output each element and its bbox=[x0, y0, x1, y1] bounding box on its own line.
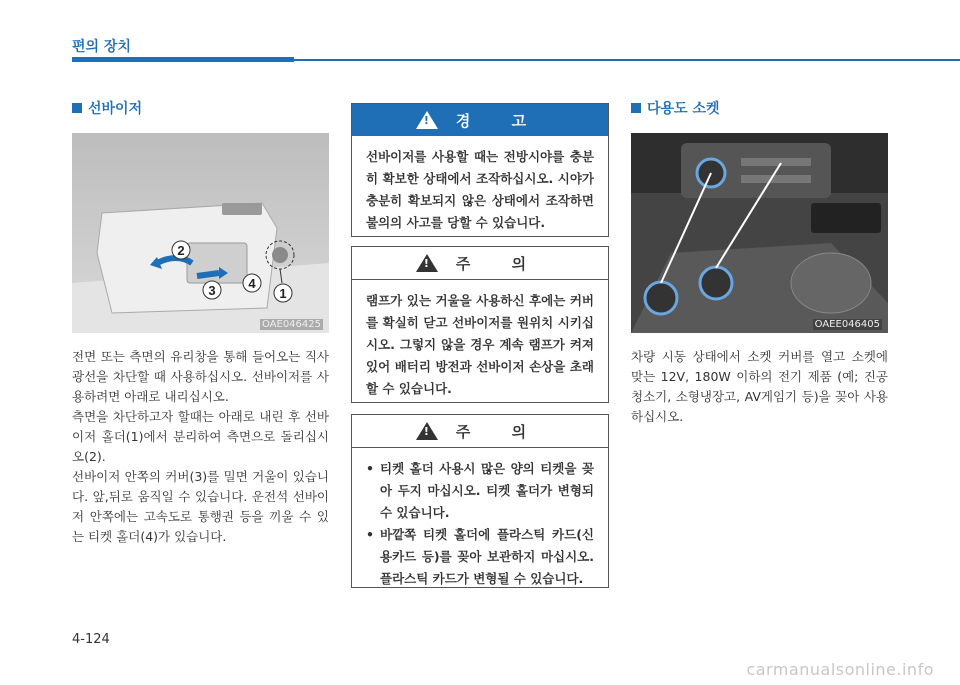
warning-header bbox=[352, 104, 608, 136]
caution-list-2 bbox=[352, 448, 608, 600]
callout-3: 3 bbox=[208, 283, 216, 298]
caution-box-1 bbox=[351, 246, 609, 403]
warning-box bbox=[351, 103, 609, 237]
caution-header-1 bbox=[352, 247, 608, 280]
caution-triangle-icon bbox=[416, 422, 438, 440]
caution-title-2: 주 의 bbox=[455, 422, 545, 441]
socket-photo bbox=[631, 133, 888, 333]
caution-box-2 bbox=[351, 414, 609, 588]
footer-watermark: carmanualsonline.info bbox=[746, 660, 934, 679]
caution-title-1: 주 의 bbox=[455, 254, 545, 273]
photo-code-left: OAE046425 bbox=[261, 319, 321, 330]
caution-triangle-icon bbox=[416, 254, 438, 272]
page-number: 4-124 bbox=[72, 632, 110, 647]
warning-triangle-icon bbox=[416, 111, 438, 129]
caution-item: • 티켓 홀더 사용시 많은 양의 티켓을 꽂아 두지 마십시오. 티켓 홀더가 변형되 수 있습니다. bbox=[366, 458, 594, 524]
sunvisor-photo bbox=[72, 133, 329, 333]
photo-code-right: OAEE046405 bbox=[814, 319, 880, 330]
section-title-text: 선바이저 bbox=[88, 101, 143, 117]
socket-body bbox=[631, 347, 888, 427]
sunvisor-body bbox=[72, 347, 329, 547]
section-square-icon bbox=[72, 103, 82, 113]
paragraph: 선바이저 안쪽의 커버(3)를 밀면 거울이 있습니다. 앞,뒤로 움직일 수 있습니다. 운전석 선바이저 안쪽에는 고속도로 통행권 등을 끼울 수 있는 티켓 홀더(4)가 있습니다. bbox=[72, 469, 329, 544]
callout-4: 4 bbox=[248, 276, 256, 291]
warning-text: 선바이저를 사용할 때는 전방시야를 충분히 확보한 상태에서 조작하십시오. 시야가 충분히 확보되지 않은 상태에서 조작하면 불의의 사고를 당할 수 있습니다. bbox=[366, 149, 594, 230]
chapter-title: 편의 장치 bbox=[72, 39, 131, 55]
caution-text-1: 램프가 있는 거울을 사용하신 후에는 커버를 확실히 닫고 선바이저를 원위치 시키십시오. 그렇지 않을 경우 계속 램프가 켜져있어 배터리 방전과 선바이저 손상을 초래할 수 있습니다. bbox=[366, 293, 594, 396]
section-title-text: 다용도 소켓 bbox=[647, 101, 720, 117]
socket-illustration bbox=[631, 133, 888, 333]
header-rule-thick bbox=[72, 57, 294, 62]
warning-title: 경 고 bbox=[455, 111, 545, 130]
section-title-socket bbox=[631, 98, 720, 118]
callout-2: 2 bbox=[177, 243, 185, 258]
section-title-sunvisor bbox=[72, 98, 142, 118]
paragraph: 차량 시동 상태에서 소켓 커버를 열고 소켓에 맞는 12V, 180W 이하의 전기 제품 (예; 진공청소기, 소형냉장고, AV게임기 등)을 꽂아 사용하십시오. bbox=[631, 349, 888, 424]
caution-item: • 바깥쪽 티켓 홀더에 플라스틱 카드(신용카드 등)를 꽂아 보관하지 마십시오. 플라스틱 카드가 변형될 수 있습니다. bbox=[366, 524, 594, 590]
section-square-icon bbox=[631, 103, 641, 113]
paragraph: 측면을 차단하고자 할때는 아래로 내린 후 선바이저 홀더(1)에서 분리하여 측면으로 돌리십시오(2). bbox=[72, 409, 329, 464]
header-rule-thin bbox=[294, 59, 960, 61]
callout-1: 1 bbox=[279, 286, 287, 301]
paragraph: 전면 또는 측면의 유리창을 통해 들어오는 직사광선을 차단할 때 사용하십시오. 선바이저를 사용하려면 아래로 내리십시오. bbox=[72, 349, 329, 404]
sunvisor-illustration bbox=[72, 133, 329, 333]
caution-header-2 bbox=[352, 415, 608, 448]
